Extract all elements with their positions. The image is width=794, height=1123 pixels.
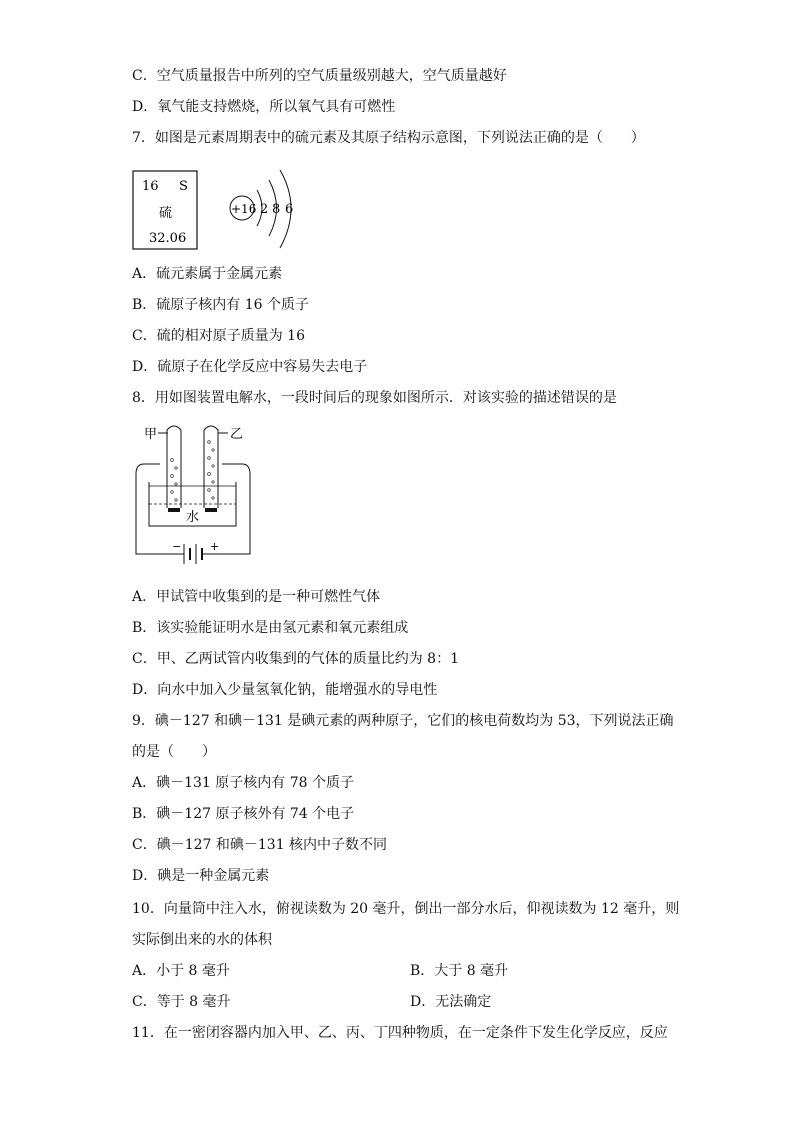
tube-label-yi: 乙 [230,427,244,442]
electrode-right [205,508,217,512]
atomic-number: 16 [142,179,159,194]
q7-option-a: A．硫元素属于金属元素 [132,266,283,282]
gas-bubbles [171,441,215,502]
water-label: 水 [186,510,200,525]
test-tube-yi [204,426,218,508]
tube-label-jia: 甲 [144,427,158,442]
q8-option-b: B．该实验能证明水是由氢元素和氧元素组成 [132,620,409,636]
atomic-mass: 32.06 [149,231,187,246]
electrode-left [168,508,180,512]
battery-minus: − [172,540,182,553]
q9-option-b: B．碘－127 原子核外有 74 个电子 [132,806,355,822]
shell-electrons-3: 6 [285,202,294,217]
q10-option-a: A．小于 8 毫升 [132,963,230,979]
q9-option-c: C．碘－127 和碘－131 核内中子数不同 [132,837,388,853]
battery-plus: + [210,540,220,553]
test-tube-jia [167,426,181,508]
q7-option-b: B．硫原子核内有 16 个质子 [132,297,310,313]
electrolysis-apparatus-figure [132,420,257,574]
question-7: 7．如图是元素周期表中的硫元素及其原子结构示意图，下列说法正确的是（ ） [132,130,645,146]
element-name: 硫 [159,206,173,221]
q10-option-c: C．等于 8 毫升 [132,994,231,1010]
sulfur-element-figure [132,170,302,256]
question-8: 8．用如图装置电解水，一段时间后的现象如图所示．对该实验的描述错误的是 [132,390,617,406]
q9-option-d: D．碘是一种金属元素 [132,868,270,884]
element-symbol: S [179,179,188,194]
q10-option-b: B．大于 8 毫升 [410,963,509,979]
q7-option-c: C．硫的相对原子质量为 16 [132,328,305,344]
q10-option-d: D．无法确定 [410,994,492,1010]
q9-option-a: A．碘－131 原子核内有 78 个质子 [132,775,354,791]
q8-option-d: D．向水中加入少量氢氧化钠，能增强水的导电性 [132,682,438,698]
shell-electrons-2: 8 [272,202,281,217]
shell-electrons-1: 2 [260,202,269,217]
q8-option-a: A．甲试管中收集到的是一种可燃性气体 [132,589,381,605]
question-11: 11．在一密闭容器内加入甲、乙、丙、丁四种物质，在一定条件下发生化学反应，反应 [132,1025,668,1041]
question-10-line-2: 实际倒出来的水的体积 [132,932,272,948]
question-10-line-1: 10．向量筒中注入水，俯视读数为 20 毫升，倒出一部分水后，仰视读数为 12 毫升，则 [132,901,680,917]
q8-option-c: C．甲、乙两试管内收集到的气体的质量比约为 8：1 [132,651,459,667]
question-9-line-1: 9．碘－127 和碘－131 是碘元素的两种原子，它们的核电荷数均为 53，下列说法正确 [132,713,674,729]
question-9-line-2: 的是（ ） [132,744,216,760]
q6-option-d: D．氧气能支持燃烧，所以氧气具有可燃性 [132,99,396,115]
nucleus-charge: +16 [231,202,257,216]
q7-option-d: D．硫原子在化学反应中容易失去电子 [132,359,368,375]
q6-option-c: C．空气质量报告中所列的空气质量级别越大，空气质量越好 [132,68,507,84]
